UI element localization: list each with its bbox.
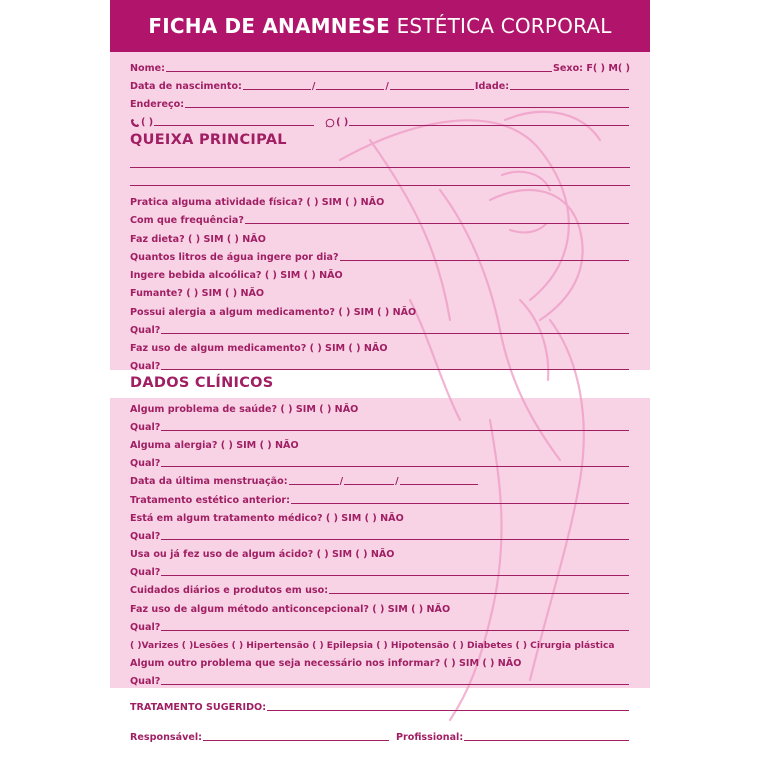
row-fumante — [130, 283, 630, 299]
label-idade: Idade: — [474, 81, 510, 92]
row-alergia — [130, 435, 630, 451]
row-cuidados — [130, 580, 630, 596]
row-condicoes — [130, 635, 630, 651]
row-acido — [130, 544, 630, 560]
row-contato — [130, 112, 630, 128]
input-qual-4[interactable] — [161, 456, 629, 467]
row-qual-7 — [130, 617, 630, 633]
label-phone-ddd: ( ) — [141, 117, 154, 128]
row-qual-3 — [130, 417, 630, 433]
input-qual-7[interactable] — [161, 620, 629, 631]
input-nome[interactable] — [166, 61, 552, 72]
form-title-light: ESTÉTICA CORPORAL — [396, 14, 612, 38]
row-atividade — [130, 192, 630, 208]
input-tratamento-sugerido[interactable] — [267, 700, 629, 711]
row-menstruacao — [130, 471, 630, 487]
label-qual-7: Qual? — [130, 622, 161, 633]
anamnesis-form-sheet — [110, 0, 650, 762]
row-tratamento-medico — [130, 508, 630, 524]
label-profissional: Profissional: — [395, 732, 464, 743]
form-title-bold: FICHA DE ANAMNESE — [148, 14, 391, 38]
label-responsavel: Responsável: — [130, 732, 202, 743]
input-telefone[interactable] — [154, 115, 314, 126]
label-nascimento: Data de nascimento: — [130, 81, 242, 92]
label-uso-medicamento: Faz uso de algum medicamento? ( ) SIM ( ) NÃO — [130, 343, 388, 354]
row-assinaturas — [130, 727, 630, 743]
label-qual-2: Qual? — [130, 361, 161, 372]
menstruacao-slash-1: / — [339, 476, 344, 487]
row-alergia-medicamento — [130, 302, 630, 318]
form-title — [148, 14, 611, 38]
input-qual-2[interactable] — [161, 359, 629, 370]
row-anticoncepcional — [130, 599, 630, 615]
label-problema-saude: Algum problema de saúde? ( ) SIM ( ) NÃO — [130, 404, 359, 415]
label-whats-ddd: ( ) — [336, 117, 349, 128]
row-qual-6 — [130, 562, 630, 578]
section-title-dados-clinicos: DADOS CLÍNICOS — [130, 375, 274, 391]
input-cuidados[interactable] — [329, 583, 629, 594]
row-dieta — [130, 229, 630, 245]
label-tratamento-anterior: Tratamento estético anterior: — [130, 495, 290, 506]
row-agua — [130, 247, 630, 263]
input-menstruacao-dia[interactable] — [289, 474, 339, 485]
label-cuidados: Cuidados diários e produtos em uso: — [130, 585, 329, 596]
label-fumante: Fumante? ( ) SIM ( ) NÃO — [130, 288, 265, 299]
input-qual-8[interactable] — [161, 674, 629, 685]
row-uso-medicamento — [130, 338, 630, 354]
queixa-line-1[interactable] — [130, 167, 630, 168]
input-menstruacao-mes[interactable] — [344, 474, 394, 485]
row-frequencia — [130, 210, 630, 226]
input-qual-1[interactable] — [161, 323, 629, 334]
label-qual-1: Qual? — [130, 325, 161, 336]
input-qual-3[interactable] — [161, 420, 629, 431]
slash-2: / — [385, 81, 389, 92]
label-acido: Usa ou já fez uso de algum ácido? ( ) SIM ( ) NÃO — [130, 549, 395, 560]
label-qual-4: Qual? — [130, 458, 161, 469]
input-responsavel[interactable] — [203, 730, 389, 741]
input-dia[interactable] — [243, 79, 311, 90]
input-whatsapp[interactable] — [349, 115, 629, 126]
section-title-queixa: QUEIXA PRINCIPAL — [130, 132, 287, 148]
input-profissional[interactable] — [464, 730, 629, 741]
input-qual-6[interactable] — [161, 565, 629, 576]
label-dieta: Faz dieta? ( ) SIM ( ) NÃO — [130, 234, 266, 245]
input-idade[interactable] — [510, 79, 629, 90]
row-problema-saude — [130, 399, 630, 415]
label-condicoes-checklist[interactable]: ( )Varizes ( )Lesões ( ) Hipertensão ( ) Epilepsia ( ) Hipotensão ( ) Diabetes ( ) Cirurgia plástica — [130, 641, 615, 651]
row-qual-4 — [130, 453, 630, 469]
input-agua[interactable] — [340, 250, 629, 261]
label-menstruacao: Data da última menstruação: — [130, 476, 288, 487]
input-tratamento-anterior[interactable] — [291, 493, 629, 504]
input-mes[interactable] — [316, 79, 384, 90]
row-endereco — [130, 94, 630, 110]
form-header — [110, 0, 650, 52]
row-qual-1 — [130, 320, 630, 336]
input-ano[interactable] — [390, 79, 474, 90]
label-agua: Quantos litros de água ingere por dia? — [130, 252, 339, 263]
label-tratamento-medico: Está em algum tratamento médico? ( ) SIM ( ) NÃO — [130, 513, 404, 524]
row-alcool — [130, 265, 630, 281]
menstruacao-slash-2: / — [395, 476, 399, 487]
row-tratamento-sugerido — [130, 697, 630, 713]
input-endereco[interactable] — [185, 97, 629, 108]
row-qual-2 — [130, 356, 630, 372]
whatsapp-icon — [325, 118, 335, 128]
label-tratamento-sugerido: TRATAMENTO SUGERIDO: — [130, 702, 267, 713]
input-frequencia[interactable] — [245, 213, 629, 224]
label-sexo: Sexo: F( ) M( ) — [552, 63, 630, 74]
label-endereco: Endereço: — [130, 99, 185, 110]
label-atividade: Pratica alguma atividade física? ( ) SIM ( ) NÃO — [130, 197, 385, 208]
slash-1: / — [311, 81, 316, 92]
label-qual-6: Qual? — [130, 567, 161, 578]
input-menstruacao-ano[interactable] — [400, 474, 478, 485]
label-frequencia: Com que frequência? — [130, 215, 244, 226]
row-tratamento-anterior — [130, 490, 630, 506]
label-outro-problema: Algum outro problema que seja necessário nos informar? ( ) SIM ( ) NÃO — [130, 658, 522, 669]
row-nome — [130, 58, 630, 74]
queixa-line-2[interactable] — [130, 185, 630, 186]
label-qual-5: Qual? — [130, 531, 161, 542]
row-qual-8 — [130, 671, 630, 687]
phone-icon — [130, 118, 140, 128]
row-nascimento — [130, 76, 630, 92]
row-outro-problema — [130, 653, 630, 669]
label-nome: Nome: — [130, 63, 165, 74]
label-alergia: Alguma alergia? ( ) SIM ( ) NÃO — [130, 440, 299, 451]
input-qual-5[interactable] — [161, 529, 629, 540]
label-alcool: Ingere bebida alcoólica? ( ) SIM ( ) NÃO — [130, 270, 343, 281]
label-qual-8: Qual? — [130, 676, 161, 687]
row-qual-5 — [130, 526, 630, 542]
label-anticoncepcional: Faz uso de algum método anticoncepcional? ( ) SIM ( ) NÃO — [130, 604, 451, 615]
label-qual-3: Qual? — [130, 422, 161, 433]
label-alergia-medicamento: Possui alergia a algum medicamento? ( ) SIM ( ) NÃO — [130, 307, 417, 318]
